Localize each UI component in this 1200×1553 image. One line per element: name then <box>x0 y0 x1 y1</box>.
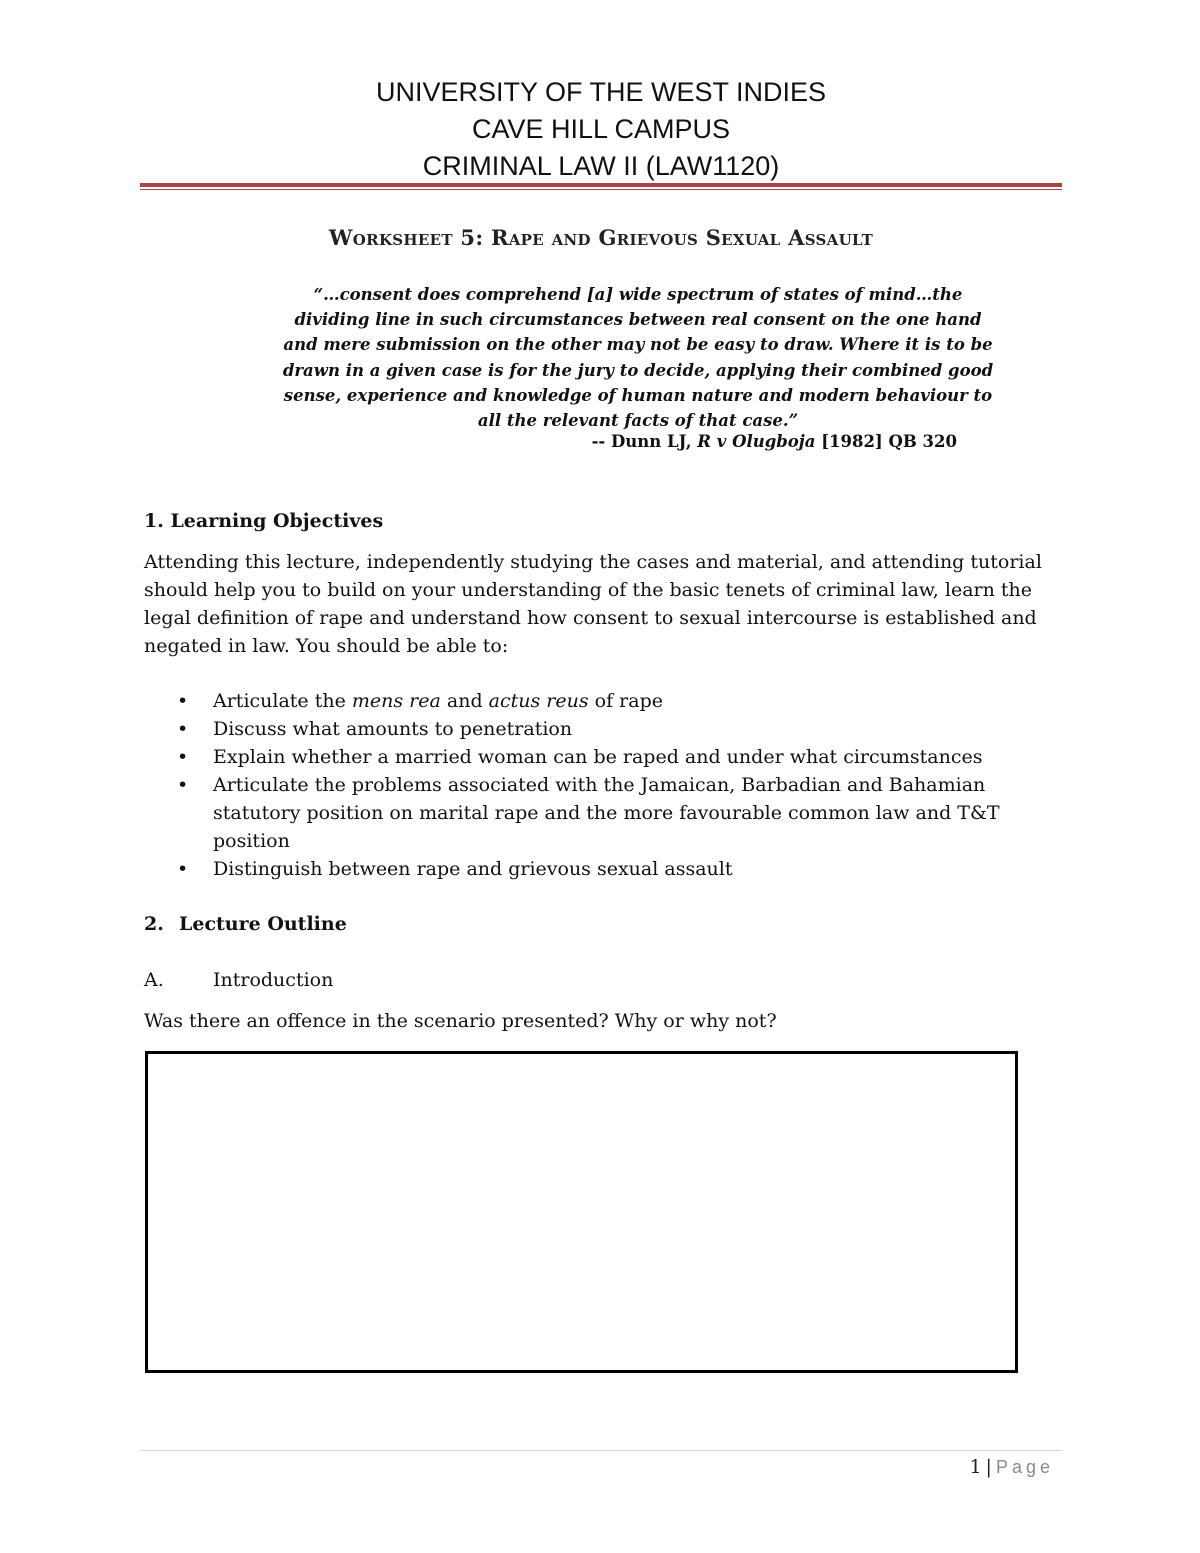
list-item: • Articulate the mens rea and actus reus of rape <box>144 687 1044 715</box>
learning-objectives-intro: Attending this lecture, independently studying the cases and material, and attending tutorial should help you to build on your understanding of the basic tenets of criminal law, learn the legal definition of rape and understand how consent to sexual intercourse is established and negated in law. You should be able to: <box>144 551 1042 657</box>
page-footer: 1 | Page <box>969 1456 1054 1478</box>
footer-rule <box>140 1450 1062 1451</box>
list-item: • Explain whether a married woman can be raped and under what circumstances <box>144 743 1044 771</box>
attribution-case: R v Olugboja <box>697 432 816 451</box>
list-item: • Distinguish between rape and grievous sexual assault <box>144 855 1044 883</box>
subsection-title: Introduction <box>213 969 334 991</box>
section-number: 2. <box>144 913 164 935</box>
attribution-author: -- Dunn LJ, <box>591 432 692 451</box>
objectives-list <box>144 687 1044 883</box>
term-actus-reus: actus reus <box>488 690 589 712</box>
list-item: • Discuss what amounts to penetration <box>144 715 1044 743</box>
worksheet-title: Worksheet 5: Rape and Grievous Sexual Assault <box>328 225 874 250</box>
bullet-icon: • <box>177 858 189 880</box>
page-number: 1 <box>969 1456 982 1478</box>
term-mens-rea: mens rea <box>351 690 441 712</box>
campus-name: CAVE HILL CAMPUS <box>471 114 731 144</box>
document-header <box>140 74 1062 185</box>
section-heading-learning-objectives: 1. Learning Objectives <box>144 510 384 532</box>
scenario-question: Was there an offence in the scenario presented? Why or why not? <box>144 1010 777 1032</box>
header-rule-thick <box>140 183 1062 187</box>
page-label: Page <box>995 1457 1054 1477</box>
section-title: Lecture Outline <box>179 913 347 935</box>
list-item: • Articulate the problems associated with the Jamaican, Barbadian and Bahamian statutory position on marital rape and the more favourable common law and T&T position <box>144 771 1044 855</box>
bullet-icon: • <box>177 746 189 768</box>
subsection-introduction <box>144 969 333 991</box>
subsection-letter: A. <box>144 969 164 991</box>
course-title: CRIMINAL LAW II (LAW1120) <box>422 151 780 181</box>
section-heading-lecture-outline <box>144 913 347 935</box>
university-name: UNIVERSITY OF THE WEST INDIES <box>375 77 827 107</box>
quote-attribution <box>592 432 957 451</box>
bullet-icon: • <box>177 774 189 796</box>
bullet-icon: • <box>177 690 189 712</box>
answer-box[interactable] <box>145 1051 1018 1373</box>
header-rule-thin <box>140 189 1062 190</box>
bullet-icon: • <box>177 718 189 740</box>
attribution-citation: [1982] QB 320 <box>821 432 957 451</box>
epigraph-quote: “…consent does comprehend [a] wide spectrum of states of mind…the dividing line in such circumstances between real consent on the one hand and mere submission on the other may not be easy to draw. Where it is to be drawn in a given case is for the jury to decide, applying their combined good sense, experience and knowledge of human nature and modern behaviour to all the relevant facts of that case.” <box>282 285 994 431</box>
